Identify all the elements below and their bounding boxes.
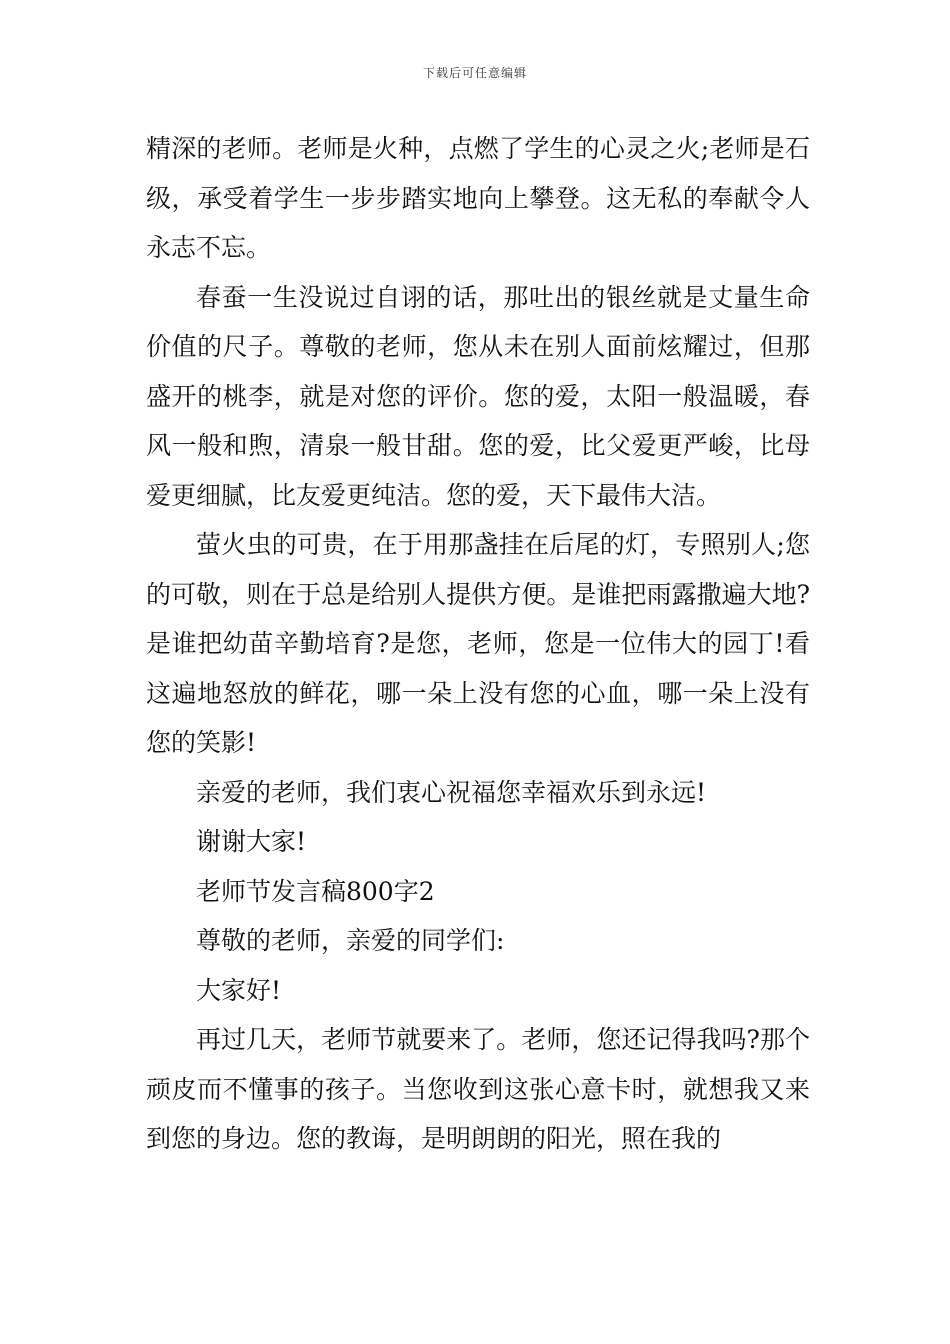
page-header-note: 下载后可任意编辑 — [422, 66, 527, 80]
section-title: 老师节发言稿800字2 — [196, 876, 435, 906]
paragraph-greeting: 大家好! — [196, 975, 282, 1005]
paragraph-continued: 精深的老师。老师是火种，点燃了学生的心灵之火;老师是石级，承受着学生一步步踏实地向上攀登。这无私的奉献令人永志不忘。 — [146, 134, 810, 262]
paragraph-firefly: 萤火虫的可贵，在于用那盏挂在后尾的灯，专照别人;您的可敬，则在于总是给别人提供方便。是谁把雨露撒遍大地?是谁把幼苗辛勤培育?是您，老师，您是一位伟大的园丁!看这遍地怒放的鲜花，哪一朵上没有您的心血，哪一朵上没有您的笑影! — [146, 530, 810, 757]
paragraph-teachers-day: 再过几天，老师节就要来了。老师，您还记得我吗?那个顽皮而不懂事的孩子。当您收到这张心意卡时，就想我又来到您的身边。您的教诲，是明朗朗的阳光，照在我的 — [146, 1025, 810, 1153]
paragraph-blessing: 亲爱的老师，我们衷心祝福您幸福欢乐到永远! — [196, 777, 707, 807]
document-body — [146, 124, 810, 1164]
paragraph-silkworm: 春蚕一生没说过自诩的话，那吐出的银丝就是丈量生命价值的尺子。尊敬的老师，您从未在别人面前炫耀过，但那盛开的桃李，就是对您的评价。您的爱，太阳一般温暖，春风一般和煦，清泉一般甘甜。您的爱，比父爱更严峻，比母爱更细腻，比友爱更纯洁。您的爱，天下最伟大洁。 — [146, 282, 810, 510]
paragraph-thanks: 谢谢大家! — [196, 827, 307, 856]
paragraph-salutation: 尊敬的老师，亲爱的同学们: — [196, 926, 505, 955]
